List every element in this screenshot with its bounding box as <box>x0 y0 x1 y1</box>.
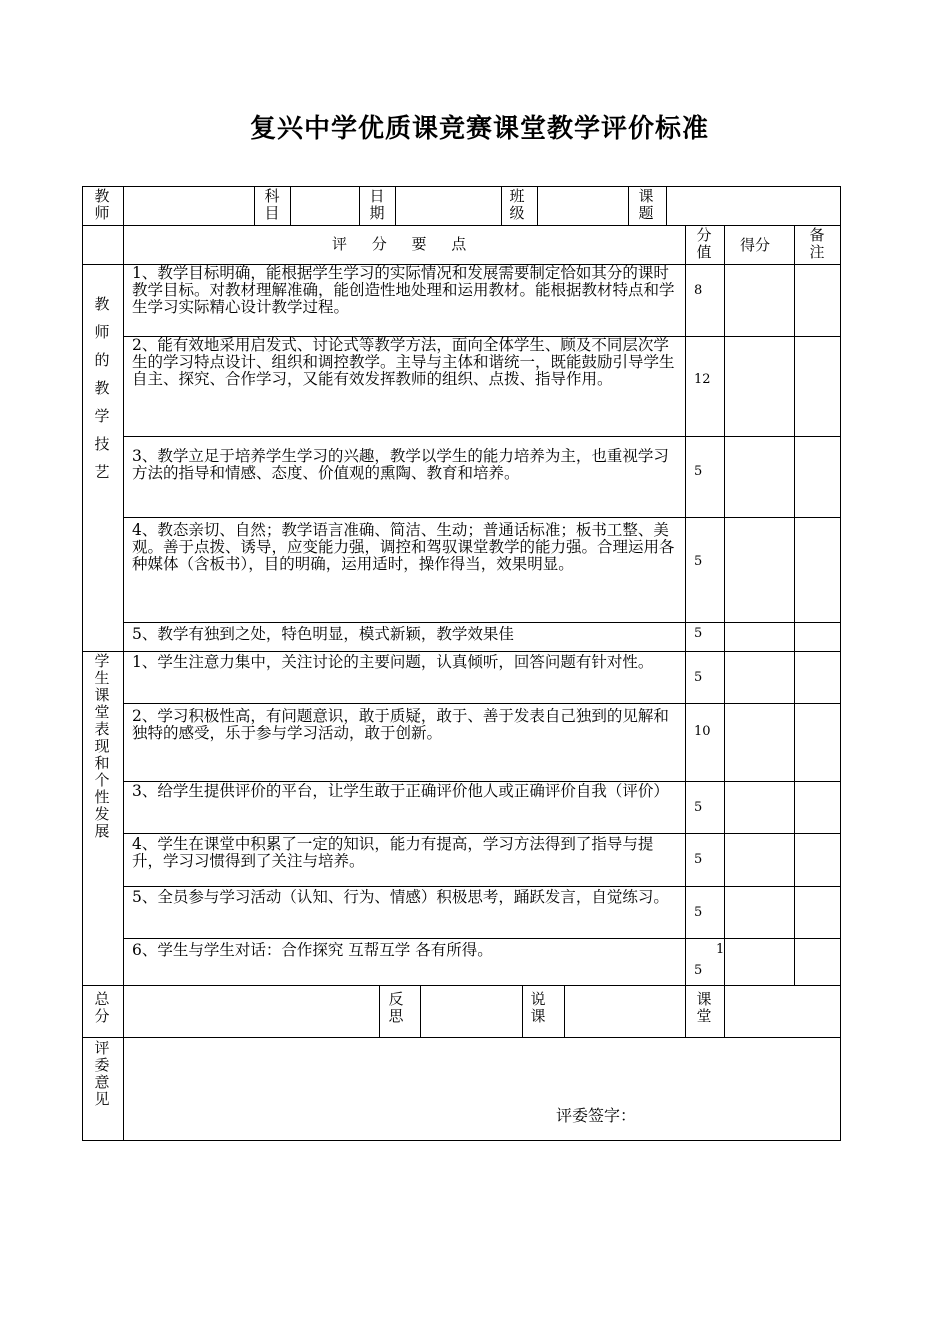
section1-label: 教师的教学技艺 <box>94 295 110 481</box>
score-2-4: 5 <box>694 852 703 867</box>
teacher-label: 教师 <box>94 187 110 222</box>
criterion-2-2: 2、学习积极性高，有问题意识，敢于质疑，敢于、善于发表自己独到的见解和独特的感受，乐于参与学习活动，敢于创新。 <box>132 707 669 742</box>
score-2-5: 5 <box>694 905 703 920</box>
evaluation-table <box>82 186 841 1141</box>
score-1-4: 5 <box>694 554 703 569</box>
total-label: 总分 <box>94 990 110 1025</box>
score-2-6-a: 1 <box>716 942 725 957</box>
criterion-2-4: 4、学生在课堂中积累了一定的知识，能力有提高，学习方法得到了指导与提升，学习习惯得到了关注与培养。 <box>132 835 654 870</box>
signature-label: 评委签字： <box>556 1106 637 1125</box>
remark-header: 备注 <box>809 226 825 261</box>
page-title: 复兴中学优质课竞赛课堂教学评价标准 <box>250 114 710 144</box>
score-2-3: 5 <box>694 800 703 815</box>
judges-label: 评委意见 <box>94 1039 110 1108</box>
section2-label: 学生课堂表现和个性发展 <box>94 652 110 840</box>
criterion-1-2: 2、能有效地采用启发式、讨论式等教学方法，面向全体学生、顾及不同层次学生的学习特点设计、组织和调控教学。主导与主体和谐统一，既能鼓励引导学生自主、探究、合作学习，又能有效发挥教师的组织、点拨、指导作用。 <box>132 336 675 388</box>
criterion-1-3: 3、教学立足于培养学生学习的兴趣，教学以学生的能力培养为主，也重视学习方法的指导和情感、态度、价值观的熏陶、教育和培养。 <box>132 447 669 482</box>
criterion-2-1: 1、学生注意力集中，关注讨论的主要问题，认真倾听，回答问题有针对性。 <box>132 653 654 671</box>
class-label: 班级 <box>509 187 525 222</box>
score-1-3: 5 <box>694 464 703 479</box>
score-2-6-b: 5 <box>694 963 703 978</box>
score-1-5: 5 <box>694 626 703 641</box>
class-performance-label: 课堂 <box>696 990 712 1025</box>
topic-label: 课题 <box>638 187 654 222</box>
criterion-1-5: 5、教学有独到之处，特色明显，模式新颖，教学效果佳 <box>132 625 514 643</box>
score-1-2: 12 <box>694 372 711 387</box>
score-2-2: 10 <box>694 724 711 739</box>
score-1-1: 8 <box>694 283 703 298</box>
full-score-header: 分值 <box>696 226 712 261</box>
reflection-label: 反思 <box>388 990 404 1025</box>
criterion-1-4: 4、教态亲切、自然；教学语言准确、简洁、生动；普通话标准；板书工整、美观。善于点拨、诱导，应变能力强，调控和驾驭课堂教学的能力强。合理运用各种媒体（含板书），目的明确，运用适时，操作得当，效果明显。 <box>132 521 675 573</box>
date-label: 日期 <box>369 187 385 222</box>
criterion-1-1: 1、教学目标明确，能根据学生学习的实际情况和发展需要制定恰如其分的课时教学目标。对教材理解准确，能创造性地处理和运用教材。能根据教材特点和学生学习实际精心设计教学过程。 <box>132 264 675 316</box>
score-header: 得分 <box>740 236 771 254</box>
criterion-2-6: 6、学生与学生对话：合作探究 互帮互学 各有所得。 <box>132 941 493 959</box>
talk-label: 说课 <box>530 990 546 1025</box>
score-2-1: 5 <box>694 670 703 685</box>
points-header: 评 分 要 点 <box>332 235 477 253</box>
criterion-2-3: 3、给学生提供评价的平台，让学生敢于正确评价他人或正确评价自我（评价） <box>132 782 669 800</box>
criterion-2-5: 5、全员参与学习活动（认知、行为、情感）积极思考，踊跃发言，自觉练习。 <box>132 888 669 906</box>
subject-label: 科目 <box>264 187 280 222</box>
